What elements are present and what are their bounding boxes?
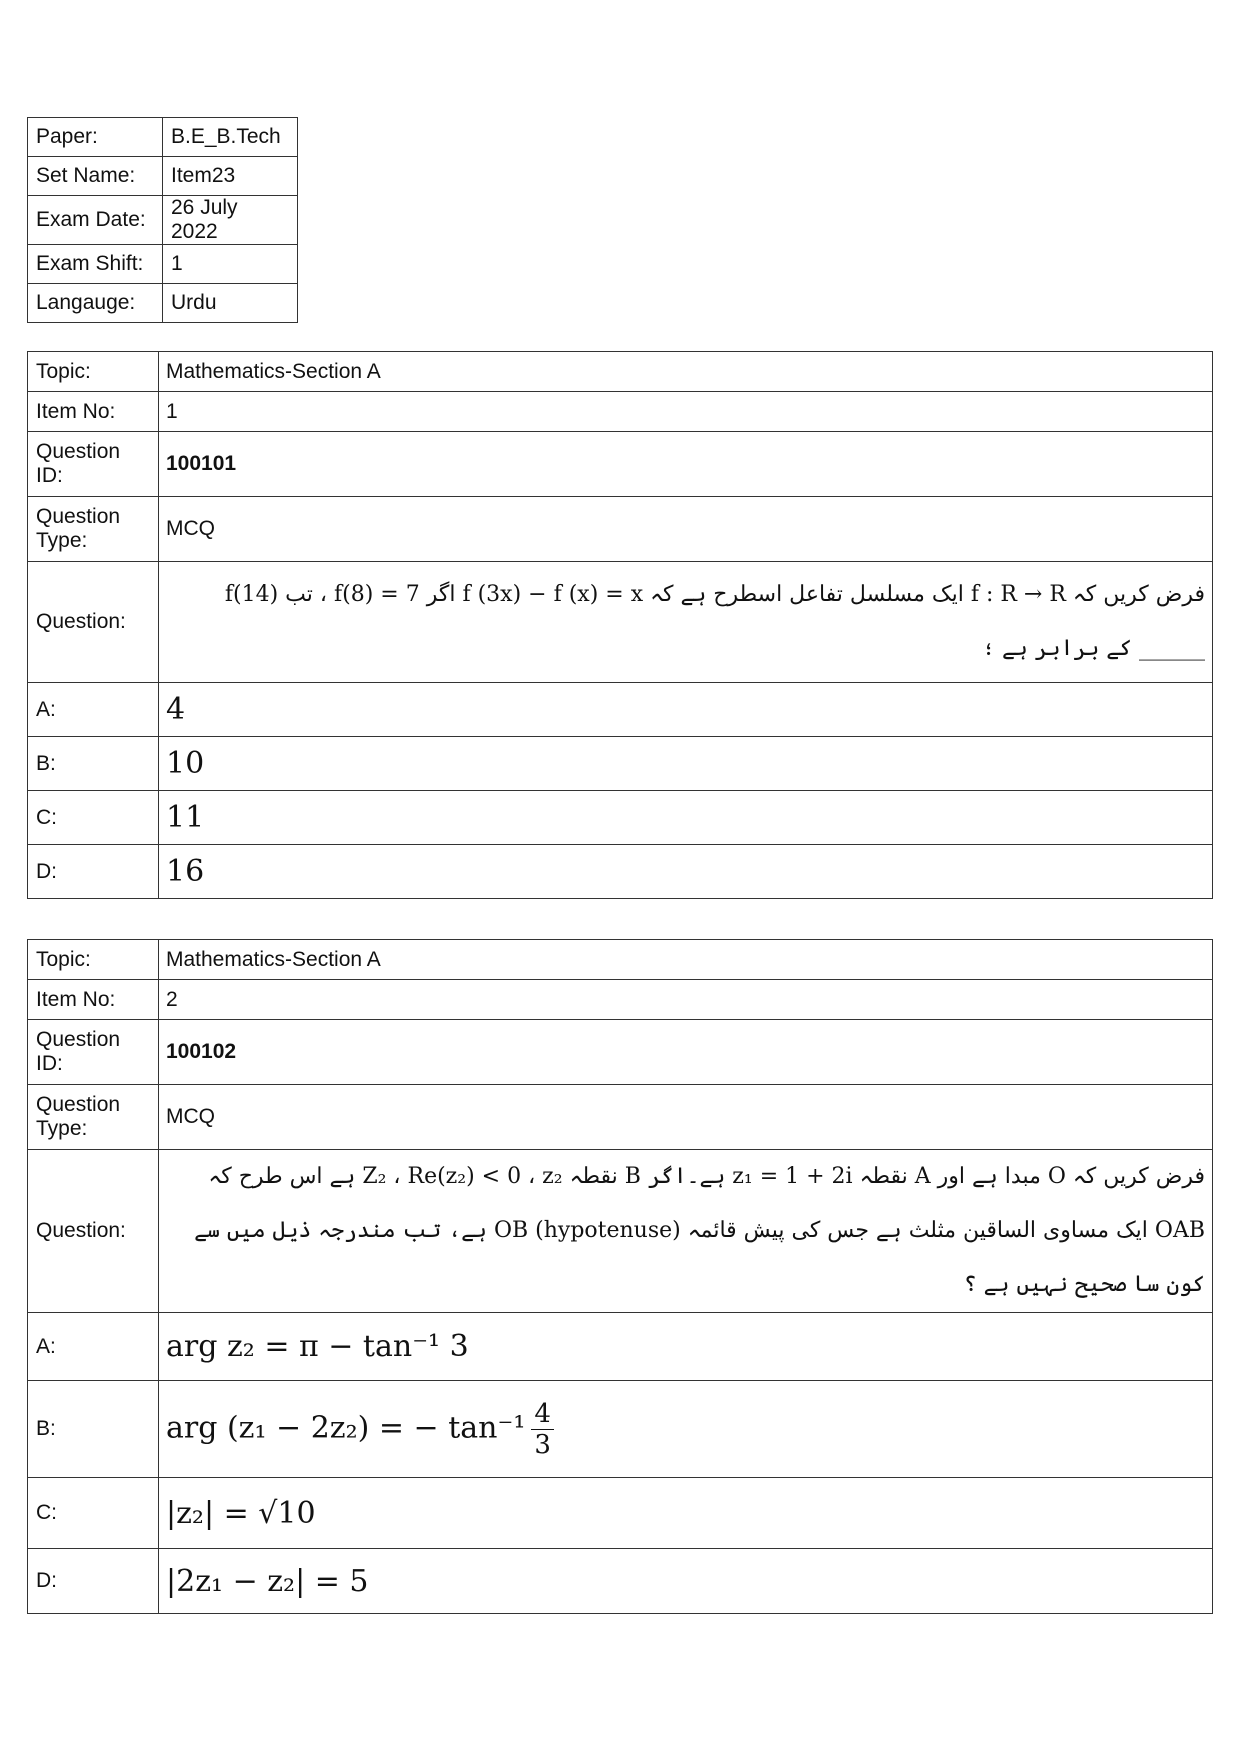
question-row — [28, 1150, 1213, 1313]
question-id-label: Question ID: — [28, 1020, 159, 1085]
meta-row-paper — [28, 118, 298, 157]
topic-label: Topic: — [28, 352, 159, 392]
topic-value: Mathematics-Section A — [159, 352, 1213, 392]
meta-row-exam-shift — [28, 245, 298, 284]
option-row-c — [28, 1478, 1213, 1549]
question-id-row — [28, 432, 1213, 497]
question-table-2 — [27, 939, 1213, 1614]
topic-value: Mathematics-Section A — [159, 940, 1213, 980]
item-no-value: 1 — [159, 392, 1213, 432]
question-label: Question: — [28, 1150, 159, 1313]
topic-label: Topic: — [28, 940, 159, 980]
question-label: Question: — [28, 562, 159, 683]
exam-meta-table — [27, 117, 298, 323]
question-row — [28, 562, 1213, 683]
meta-label: Exam Shift: — [28, 245, 163, 284]
question-text: فرض کریں کہ O مبدا ہے اور A نقطہ z₁ = 1 + 2i ہے۔اگر B نقطہ Z₂ ، Re(z₂) < 0 ، z₂ ہے اس طرح کہ OAB ایک مساوی الساقین مثلث ہے جس کی پیش قائمہ OB (hypotenuse) ہے، تب مندرجہ ذیل میں سے کون سا صحیح نہیں ہے ؟ — [159, 1150, 1213, 1313]
topic-row — [28, 352, 1213, 392]
option-label-a: A: — [28, 683, 159, 737]
option-value-a: 4 — [159, 683, 1213, 737]
option-b-expression: arg (z₁ − 2z₂) = − tan⁻¹ — [166, 1410, 526, 1445]
meta-value: Item23 — [163, 157, 298, 196]
option-label-b: B: — [28, 737, 159, 791]
option-row-a — [28, 1313, 1213, 1381]
fraction-numerator: 4 — [531, 1399, 554, 1430]
meta-value: Urdu — [163, 284, 298, 323]
question-type-value: MCQ — [159, 1085, 1213, 1150]
question-id-value: 100101 — [159, 432, 1213, 497]
question-type-row — [28, 497, 1213, 562]
item-no-label: Item No: — [28, 392, 159, 432]
meta-label: Paper: — [28, 118, 163, 157]
meta-label: Set Name: — [28, 157, 163, 196]
option-row-b — [28, 1381, 1213, 1478]
meta-value: B.E_B.Tech — [163, 118, 298, 157]
option-b-fraction — [531, 1399, 554, 1460]
question-type-label: Question Type: — [28, 497, 159, 562]
question-type-label: Question Type: — [28, 1085, 159, 1150]
item-no-row — [28, 392, 1213, 432]
question-id-label: Question ID: — [28, 432, 159, 497]
meta-row-exam-date — [28, 196, 298, 245]
meta-row-language — [28, 284, 298, 323]
option-value-b — [159, 1381, 1213, 1478]
option-label-c: C: — [28, 1478, 159, 1549]
option-label-a: A: — [28, 1313, 159, 1381]
option-value-d: |2z₁ − z₂| = 5 — [159, 1549, 1213, 1614]
question-table-1 — [27, 351, 1213, 899]
option-row-b — [28, 737, 1213, 791]
option-row-d — [28, 1549, 1213, 1614]
option-row-a — [28, 683, 1213, 737]
option-label-d: D: — [28, 845, 159, 899]
option-value-c: 11 — [159, 791, 1213, 845]
item-no-value: 2 — [159, 980, 1213, 1020]
option-value-b: 10 — [159, 737, 1213, 791]
question-text: فرض کریں کہ f : R → R ایک مسلسل تفاعل اسطرح ہے کہ f (3x) − f (x) = x اگر f(8) = 7 ، تب f(14) ______ کے برابر ہے ؛ — [159, 562, 1213, 683]
option-value-c: |z₂| = √10 — [159, 1478, 1213, 1549]
fraction-denominator: 3 — [534, 1429, 551, 1460]
meta-label: Langauge: — [28, 284, 163, 323]
meta-value: 26 July 2022 — [163, 196, 298, 245]
option-row-c — [28, 791, 1213, 845]
option-label-b: B: — [28, 1381, 159, 1478]
meta-value: 1 — [163, 245, 298, 284]
question-type-value: MCQ — [159, 497, 1213, 562]
question-id-row — [28, 1020, 1213, 1085]
item-no-label: Item No: — [28, 980, 159, 1020]
option-value-d: 16 — [159, 845, 1213, 899]
meta-label: Exam Date: — [28, 196, 163, 245]
option-label-c: C: — [28, 791, 159, 845]
question-type-row — [28, 1085, 1213, 1150]
meta-row-set-name — [28, 157, 298, 196]
option-value-a: arg z₂ = π − tan⁻¹ 3 — [159, 1313, 1213, 1381]
question-id-value: 100102 — [159, 1020, 1213, 1085]
item-no-row — [28, 980, 1213, 1020]
topic-row — [28, 940, 1213, 980]
option-label-d: D: — [28, 1549, 159, 1614]
option-row-d — [28, 845, 1213, 899]
